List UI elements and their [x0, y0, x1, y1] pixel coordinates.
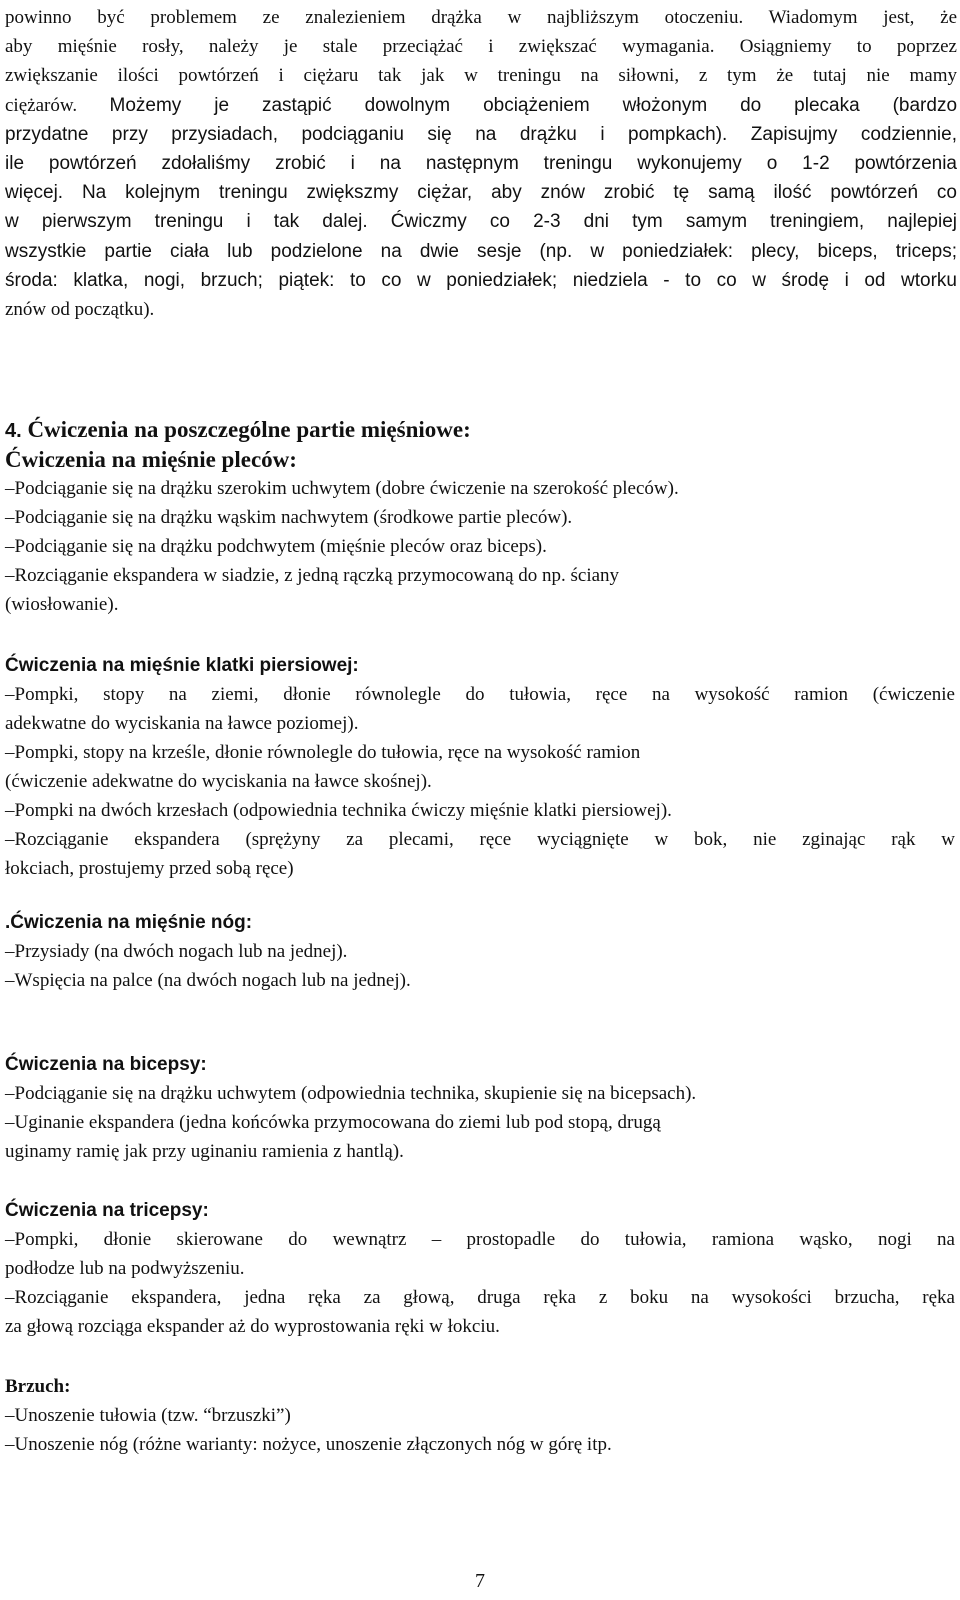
item-line: –Pompki, dłonie skierowane do wewnątrz – prostopadle do tułowia, ramiona wąsko, nogi na	[5, 1229, 955, 1250]
intro-line-9: wszystkie partie ciała lub podzielone na dwie sesje (np. w poniedziałek: plecy, biceps, triceps;	[5, 240, 957, 262]
intro-line-2: aby mięśnie rosły, należy je stale przeciążać i zwiększać wymagania. Osiągniemy to poprzez	[5, 36, 957, 58]
section-legs	[5, 909, 955, 995]
list-item	[5, 1108, 955, 1166]
section-title-abs: Brzuch:	[5, 1376, 71, 1397]
section-chest	[5, 652, 955, 883]
list-item	[5, 937, 955, 966]
item-line: –Pompki na dwóch krzesłach (odpowiednia technika ćwiczy mięśnie klatki piersiowej).	[5, 800, 672, 821]
list-item	[5, 1401, 955, 1430]
intro-line-3: zwiększanie ilości powtórzeń i ciężaru tak jak w treningu na siłowni, z tym że tutaj nie mamy	[5, 65, 957, 87]
intro-line-4-sans: Możemy je zastąpić dowolnym obciążeniem włożonym do plecaka (bardzo	[109, 94, 958, 116]
item-line: podłodze lub na podwyższeniu.	[5, 1258, 245, 1279]
item-line: za głową rozciąga ekspander aż do wyprostowania ręki w łokciu.	[5, 1316, 500, 1337]
list-item	[5, 503, 955, 532]
item-line: –Wspięcia na palce (na dwóch nogach lub na jednej).	[5, 970, 411, 991]
intro-line-10: środa: klatka, nogi, brzuch; piątek: to co w poniedziałek; niedziela - to co w środę i od wtorku	[5, 269, 957, 291]
section-title-chest: Ćwiczenia na mięśnie klatki piersiowej:	[5, 655, 359, 676]
item-line: uginamy ramię jak przy uginaniu ramienia z hantlą).	[5, 1141, 404, 1162]
intro-line-7: więcej. Na kolejnym treningu zwiększmy ciężar, aby znów zrobić tę samą ilość powtórzeń co	[5, 182, 957, 204]
item-line: –Podciąganie się na drążku wąskim nachwytem (środkowe partie pleców).	[5, 507, 573, 528]
chapter-number: 4.	[5, 420, 22, 442]
item-line: (wiosłowanie).	[5, 594, 119, 615]
section-title-triceps: Ćwiczenia na tricepsy:	[5, 1200, 209, 1221]
item-line: –Rozciąganie ekspandera w siadzie, z jedną rączką przymocowaną do np. ściany	[5, 565, 620, 586]
list-item	[5, 474, 955, 503]
chapter-title: Ćwiczenia na poszczególne partie mięśniowe:	[27, 417, 471, 442]
item-line: –Uginanie ekspandera (jedna końcówka przymocowana do ziemi lub pod stopą, drugą	[5, 1112, 661, 1133]
section-biceps	[5, 1051, 955, 1166]
list-item	[5, 1225, 955, 1283]
item-line: –Rozciąganie ekspandera, jedna ręka za głową, druga ręka z boku na wysokości brzucha, ręka	[5, 1287, 955, 1308]
section-title-legs: .Ćwiczenia na mięśnie nóg:	[5, 912, 253, 933]
intro-line-1: powinno być problemem ze znalezieniem drążka w najbliższym otoczeniu. Wiadomym jest, że	[5, 7, 957, 28]
intro-line-4-serif: ciężarów.	[5, 94, 110, 116]
item-line: –Podciąganie się na drążku podchwytem (mięśnie pleców oraz biceps).	[5, 536, 547, 557]
list-item	[5, 1283, 955, 1341]
page-number: 7	[475, 1570, 485, 1592]
item-line: adekwatne do wyciskania na ławce poziomej).	[5, 713, 359, 734]
list-item	[5, 532, 955, 561]
item-line: –Podciąganie się na drążku uchwytem (odpowiednia technika, skupienie się na bicepsach).	[5, 1083, 697, 1104]
intro-line-8: w pierwszym treningu i tak dalej. Ćwiczmy co 2-3 dni tym samym treningiem, najlepiej	[5, 211, 957, 233]
intro-line-4	[5, 91, 957, 120]
section-title-biceps: Ćwiczenia na bicepsy:	[5, 1054, 207, 1075]
item-line: –Pompki, stopy na ziemi, dłonie równolegle do tułowia, ręce na wysokość ramion (ćwiczenie	[5, 684, 955, 705]
list-item	[5, 966, 955, 995]
item-line: –Unoszenie tułowia (tzw. “brzuszki”)	[5, 1405, 291, 1426]
section-back	[5, 446, 955, 619]
chapter-heading-block	[5, 416, 955, 445]
list-item	[5, 738, 955, 796]
list-item	[5, 680, 955, 738]
list-item	[5, 1430, 955, 1459]
list-item	[5, 1079, 955, 1108]
item-line: (ćwiczenie adekwatne do wyciskania na ławce skośnej).	[5, 771, 432, 792]
intro-line-5: przydatne przy przysiadach, podciąganiu się na drążku i pompkach). Zapisujmy codziennie,	[5, 123, 957, 145]
intro-line-11: znów od początku).	[5, 299, 155, 321]
chapter-heading	[5, 416, 955, 445]
item-line: –Podciąganie się na drążku szerokim uchwytem (dobre ćwiczenie na szerokość pleców).	[5, 478, 679, 499]
item-line: –Przysiady (na dwóch nogach lub na jednej).	[5, 941, 348, 962]
list-item	[5, 561, 955, 619]
item-line: –Pompki, stopy na krześle, dłonie równolegle do tułowia, ręce na wysokość ramion	[5, 742, 641, 763]
section-abs	[5, 1373, 955, 1459]
list-item	[5, 796, 955, 825]
section-title-back: Ćwiczenia na mięśnie pleców:	[5, 447, 297, 472]
intro-line-6: ile powtórzeń zdołaliśmy zrobić i na następnym treningu wykonujemy o 1-2 powtórzenia	[5, 153, 957, 175]
item-line: –Rozciąganie ekspandera (sprężyny za plecami, ręce wyciągnięte w bok, nie zginając rąk w	[5, 829, 955, 850]
list-item	[5, 825, 955, 883]
item-line: –Unoszenie nóg (różne warianty: nożyce, unoszenie złączonych nóg w górę itp.	[5, 1434, 612, 1455]
item-line: łokciach, prostujemy przed sobą ręce)	[5, 858, 294, 879]
section-triceps	[5, 1197, 955, 1341]
intro-paragraph	[5, 3, 957, 324]
